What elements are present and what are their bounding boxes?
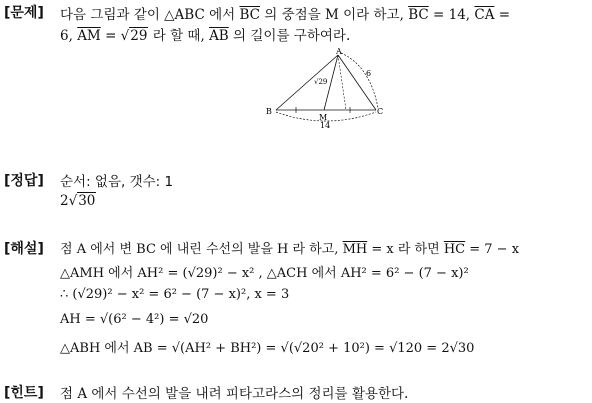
label-median: √29	[314, 78, 328, 86]
hint-tag: [힌트]	[4, 385, 44, 401]
segment-ab: $\overline{AB}$	[209, 28, 229, 44]
segment-hc: $\overline{HC}$	[443, 242, 466, 257]
solution-line-3: ∴ (√29)² − x² = 6² − (7 − x)², x = 3	[60, 287, 290, 302]
label-side-bc: 14	[320, 121, 331, 130]
label-b: B	[266, 107, 272, 116]
problem-line-2: 6, $\overline{AM} = √29$ 라 할 때, $\overline{AB}$ 의 길이를 구하여라.	[60, 28, 351, 44]
label-a: A	[336, 47, 342, 56]
segment-am: $\overline{AM}$	[77, 28, 101, 44]
solution-tag: [해설]	[4, 241, 44, 257]
label-side-ca: 6	[366, 69, 372, 78]
segment-ca: $\overline{CA}$	[474, 7, 495, 23]
ca-arc	[341, 53, 378, 108]
label-c: C	[377, 107, 384, 116]
segment-bc: $\overline{BC}$	[239, 7, 260, 23]
triangle-figure	[262, 46, 386, 130]
answer-line-1: 순서: 없음, 갯수: 1	[60, 174, 174, 190]
solution-line-5: △ABH 에서 AB = √(AH² + BH²) = √(√20² + 10²) = √120 = 2√30	[60, 341, 475, 356]
answer-tag: [정답]	[4, 173, 44, 189]
altitude-ah	[338, 55, 346, 110]
answer-line-2: 2√30	[60, 193, 96, 209]
answer-radicand: 30	[78, 193, 96, 209]
solution-line-1: 점 A 에서 변 BC 에 내린 수선의 발을 H 라 하고, $\overline{MH} = x$ 라 하면 $\overline{HC} = 7 - x$	[60, 242, 520, 257]
segment-mh: $\overline{MH}$	[342, 242, 368, 257]
problem-tag: [문제]	[4, 5, 44, 21]
label-m: M	[319, 113, 328, 122]
side-ab	[276, 55, 338, 110]
sqrt-29: 29	[130, 28, 148, 44]
solution-line-2: △AMH 에서 AH² = (√29)² − x² , △ACH 에서 AH² = 6² − (7 − x)²	[60, 266, 469, 281]
problem-line-1: 다음 그림과 같이 △ABC 에서 $\overline{BC}$ 의 중점을 M 이라 하고, $\overline{BC} = 14$, $\overline{CA}$ =	[60, 7, 511, 23]
segment-bc-2: $\overline{BC}$	[408, 7, 429, 23]
hint-text: 점 A 에서 수선의 발을 내려 피타고라스의 정리를 활용한다.	[60, 386, 409, 402]
solution-line-4: AH = √(6² − 4²) = √20	[60, 312, 209, 327]
